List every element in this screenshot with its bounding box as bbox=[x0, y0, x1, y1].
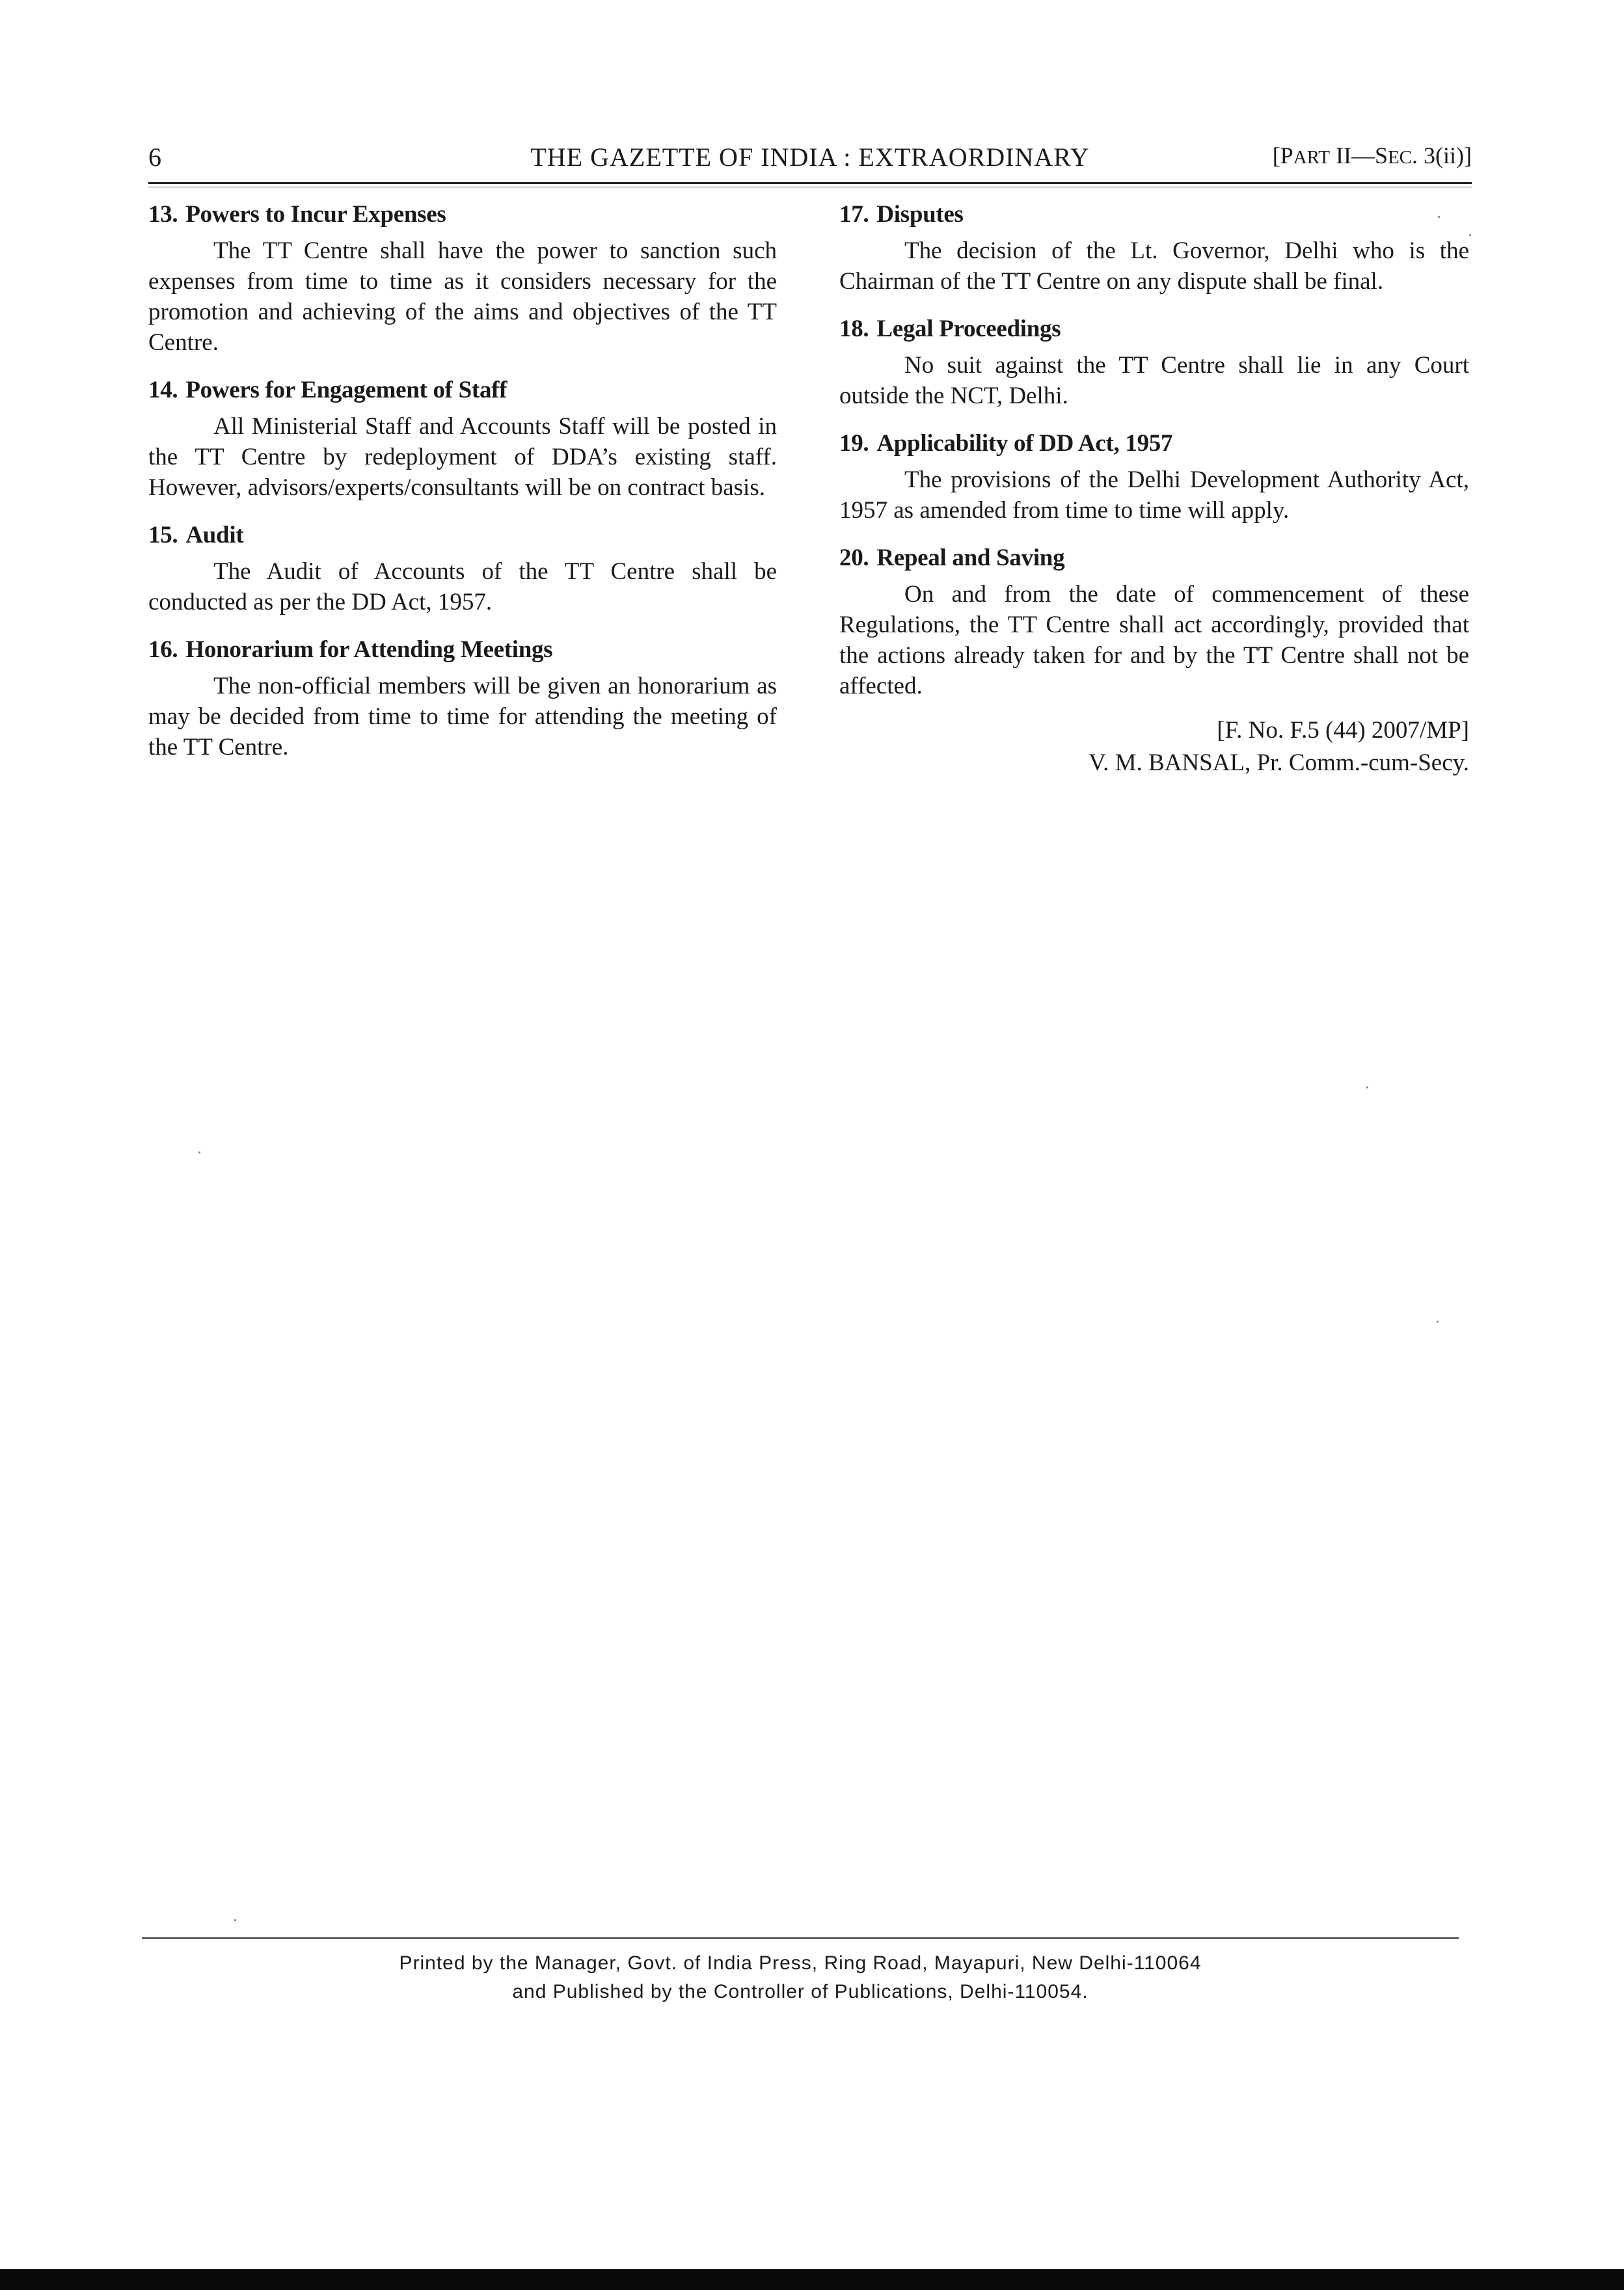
section-title: Powers to Incur Expenses bbox=[185, 201, 446, 228]
section-19 bbox=[839, 424, 1469, 526]
part-suffix: . 3(ii)] bbox=[1412, 142, 1472, 168]
section-15 bbox=[148, 516, 777, 617]
section-body: The non-official members will be given an honorarium as may be decided from time to time for attending the meeting of the TT Centre. bbox=[148, 673, 777, 761]
section-13 bbox=[148, 195, 777, 358]
page-header bbox=[148, 142, 1472, 181]
section-body: All Ministerial Staff and Accounts Staff will be posted in the TT Centre by redeployment of DDA’s existing staff. However, advisors/experts/consultants will be on contract basis. bbox=[148, 413, 777, 501]
imprint-line-1: Printed by the Manager, Govt. of India Press, Ring Road, Mayapuri, New Delhi-110064 bbox=[399, 1952, 1202, 1974]
scan-speck bbox=[234, 1919, 236, 1921]
section-heading bbox=[148, 195, 777, 230]
part-small: ART bbox=[1293, 147, 1330, 168]
scan-speck bbox=[1437, 1321, 1439, 1323]
part-section-label bbox=[1273, 142, 1472, 169]
section-number: 15. bbox=[148, 522, 178, 548]
section-heading bbox=[839, 539, 1469, 574]
section-number: 18. bbox=[839, 316, 869, 342]
section-number: 20. bbox=[839, 545, 869, 571]
left-column bbox=[148, 195, 777, 775]
page-number: 6 bbox=[148, 142, 161, 172]
section-title: Repeal and Saving bbox=[876, 545, 1065, 571]
scan-edge-band bbox=[0, 2269, 1624, 2290]
signature-block bbox=[839, 714, 1469, 779]
footer-rule bbox=[142, 1937, 1459, 1939]
section-heading bbox=[839, 195, 1469, 230]
section-body: The decision of the Lt. Governor, Delhi who is the Chairman of the TT Centre on any dispute shall be final. bbox=[839, 237, 1469, 295]
section-heading bbox=[148, 516, 777, 551]
section-body: The provisions of the Delhi Development Authority Act, 1957 as amended from time to time will apply. bbox=[839, 466, 1469, 524]
part-small2: EC bbox=[1387, 147, 1413, 168]
section-18 bbox=[839, 310, 1469, 411]
section-title: Audit bbox=[185, 522, 244, 548]
section-heading bbox=[839, 424, 1469, 459]
section-14 bbox=[148, 371, 777, 503]
section-number: 14. bbox=[148, 377, 178, 403]
signatory: V. M. BANSAL, Pr. Comm.-cum-Secy. bbox=[1089, 749, 1469, 776]
file-number: [F. No. F.5 (44) 2007/MP] bbox=[1217, 717, 1469, 744]
section-heading bbox=[839, 310, 1469, 345]
section-16 bbox=[148, 630, 777, 762]
section-title: Applicability of DD Act, 1957 bbox=[876, 430, 1173, 457]
printer-imprint bbox=[142, 1949, 1459, 2006]
gazette-title: THE GAZETTE OF INDIA : EXTRAORDINARY bbox=[530, 142, 1090, 172]
section-20 bbox=[839, 539, 1469, 701]
scan-speck bbox=[198, 1152, 200, 1153]
scan-speck bbox=[1366, 1086, 1368, 1088]
scan-speck bbox=[1469, 234, 1471, 236]
section-title: Powers for Engagement of Staff bbox=[185, 377, 508, 403]
section-number: 19. bbox=[839, 430, 869, 457]
section-number: 13. bbox=[148, 201, 178, 228]
section-body: No suit against the TT Centre shall lie in any Court outside the NCT, Delhi. bbox=[839, 352, 1469, 409]
imprint-line-2: and Published by the Controller of Publications, Delhi-110054. bbox=[512, 1981, 1089, 2002]
part-prefix: [P bbox=[1272, 142, 1293, 168]
section-title: Honorarium for Attending Meetings bbox=[185, 636, 553, 663]
section-17 bbox=[839, 195, 1469, 297]
section-heading bbox=[148, 630, 777, 666]
header-rule bbox=[148, 182, 1472, 184]
section-title: Disputes bbox=[876, 201, 964, 228]
scan-speck bbox=[1438, 216, 1440, 218]
section-number: 16. bbox=[148, 636, 178, 663]
section-heading bbox=[148, 371, 777, 406]
section-body: On and from the date of commencement of these Regulations, the TT Centre shall act accordingly, provided that the actions already taken for and by the TT Centre shall not be affected. bbox=[839, 581, 1469, 699]
section-number: 17. bbox=[839, 201, 869, 228]
section-body: The TT Centre shall have the power to sanction such expenses from time to time as it considers necessary for the promotion and achieving of the aims and objectives of the TT Centre. bbox=[148, 237, 777, 356]
part-mid: II—S bbox=[1329, 142, 1388, 168]
section-title: Legal Proceedings bbox=[876, 316, 1061, 342]
section-body: The Audit of Accounts of the TT Centre shall be conducted as per the DD Act, 1957. bbox=[148, 558, 777, 615]
right-column bbox=[839, 195, 1469, 779]
